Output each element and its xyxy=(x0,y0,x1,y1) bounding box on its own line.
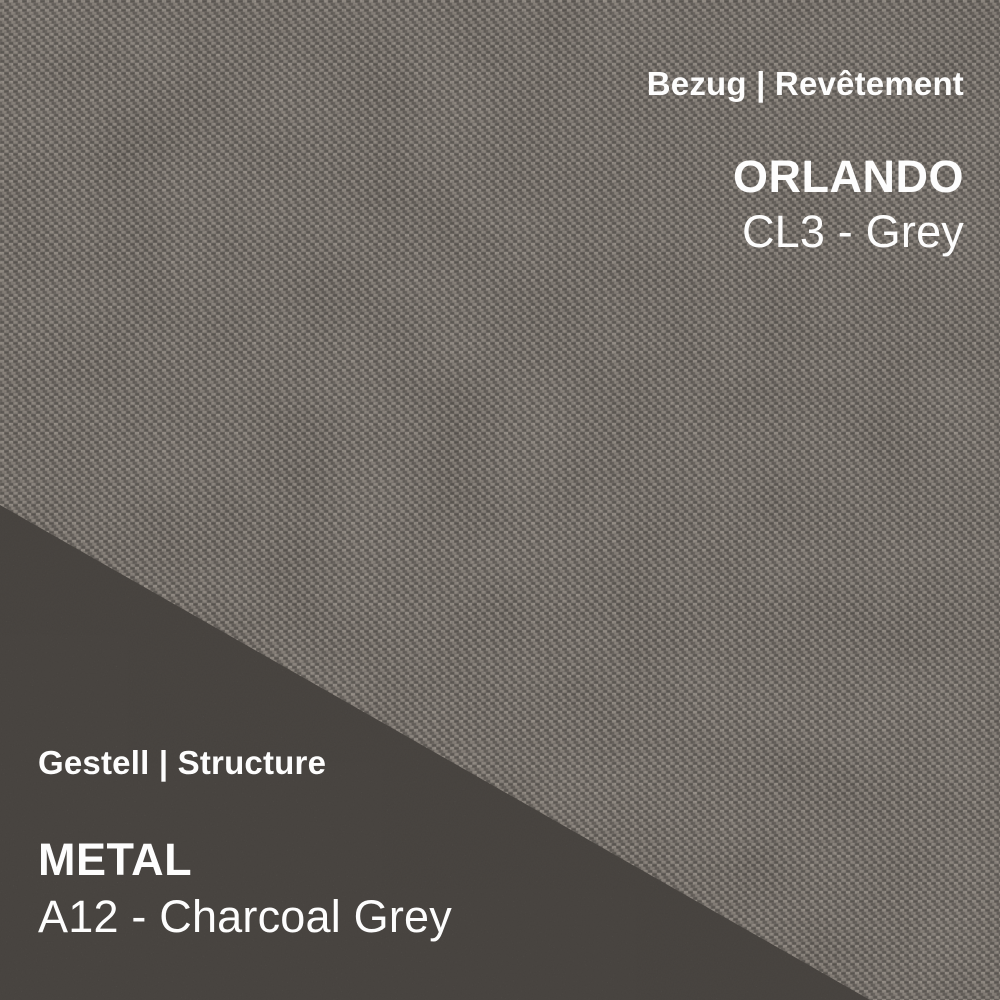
frame-name: METAL xyxy=(38,834,193,885)
upholstery-name: ORLANDO xyxy=(733,151,964,202)
frame-header: Gestell | Structure xyxy=(38,744,327,781)
upholstery-code: CL3 - Grey xyxy=(741,206,964,257)
upholstery-header: Bezug | Revêtement xyxy=(646,65,964,102)
frame-code: A12 - Charcoal Grey xyxy=(38,891,452,942)
upholstery-info-block xyxy=(646,65,964,257)
frame-info-block xyxy=(38,744,452,942)
